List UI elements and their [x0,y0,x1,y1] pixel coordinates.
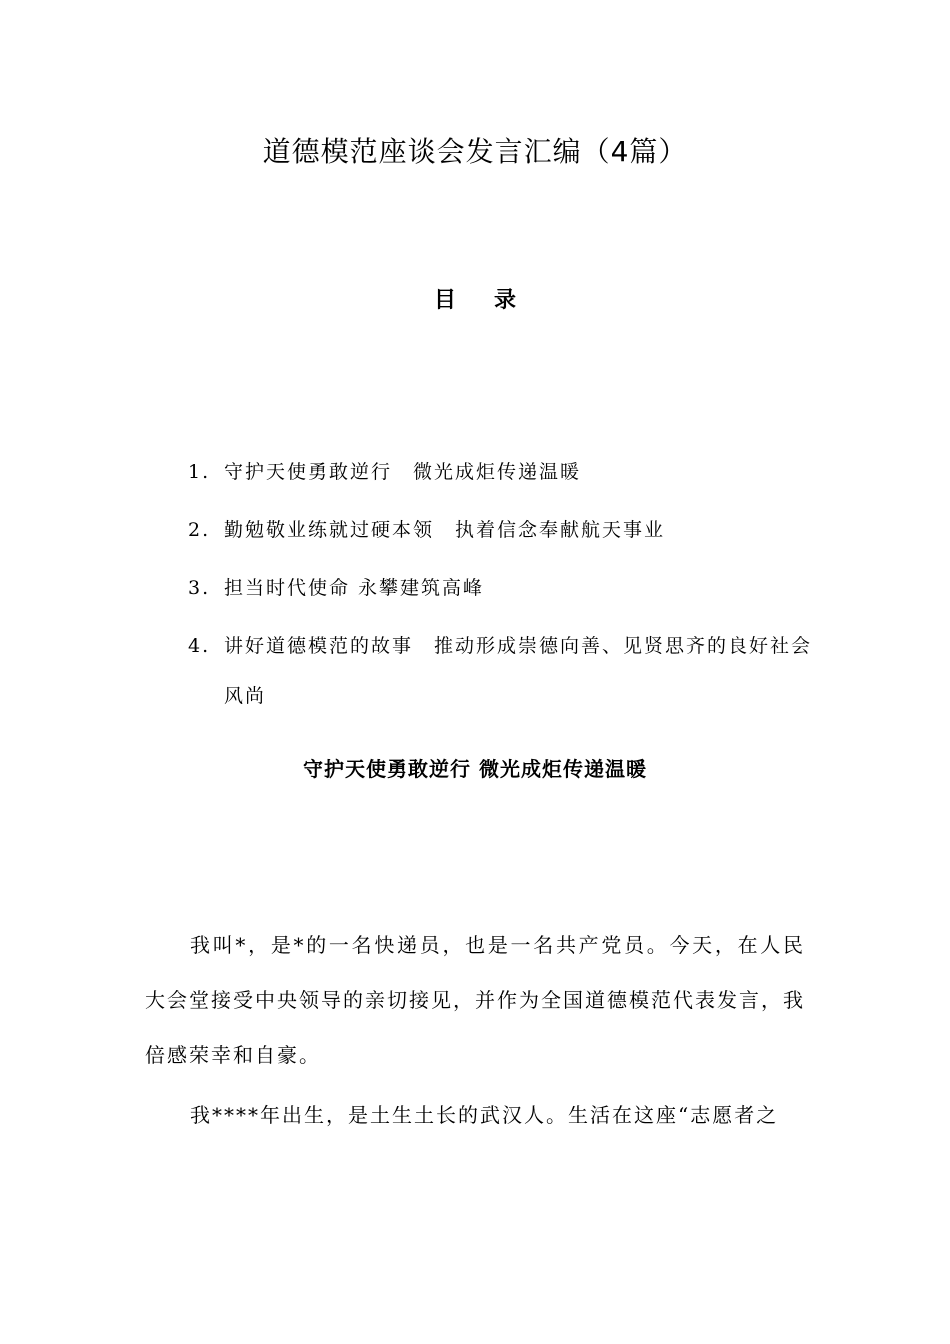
toc-item-text: 守护天使勇敢逆行 微光成炬传递温暖 [224,461,582,483]
table-of-contents [188,455,828,737]
body-paragraph-1: 我叫*，是*的一名快递员，也是一名共产党员。今天，在人民大会堂接受中央领导的亲切接见，并作为全国道德模范代表发言，我倍感荣幸和自豪。 [145,933,805,1067]
document-title: 道德模范座谈会发言汇编（4篇） [262,135,688,168]
toc-item-number: 3. [188,577,211,599]
toc-item-2 [188,513,828,555]
toc-item-number: 1. [188,461,211,483]
toc-heading: 目录 [433,288,554,313]
toc-item-text: 讲好道德模范的故事 推动形成崇德向善、见贤思齐的良好社会风尚 [224,635,813,707]
toc-item-number: 2. [188,519,211,541]
section-title: 守护天使勇敢逆行 微光成炬传递温暖 [303,757,647,781]
section-body [145,918,805,1148]
toc-item-4 [188,629,828,721]
toc-item-number: 4. [188,635,211,657]
toc-item-text: 担当时代使命 永攀建筑高峰 [224,577,485,599]
toc-item-3 [188,571,828,613]
body-paragraph-2: 我****年出生，是土生土长的武汉人。生活在这座“志愿者之 [190,1103,779,1127]
toc-item-text: 勤勉敬业练就过硬本领 执着信念奉献航天事业 [224,519,666,541]
toc-item-1 [188,455,828,497]
